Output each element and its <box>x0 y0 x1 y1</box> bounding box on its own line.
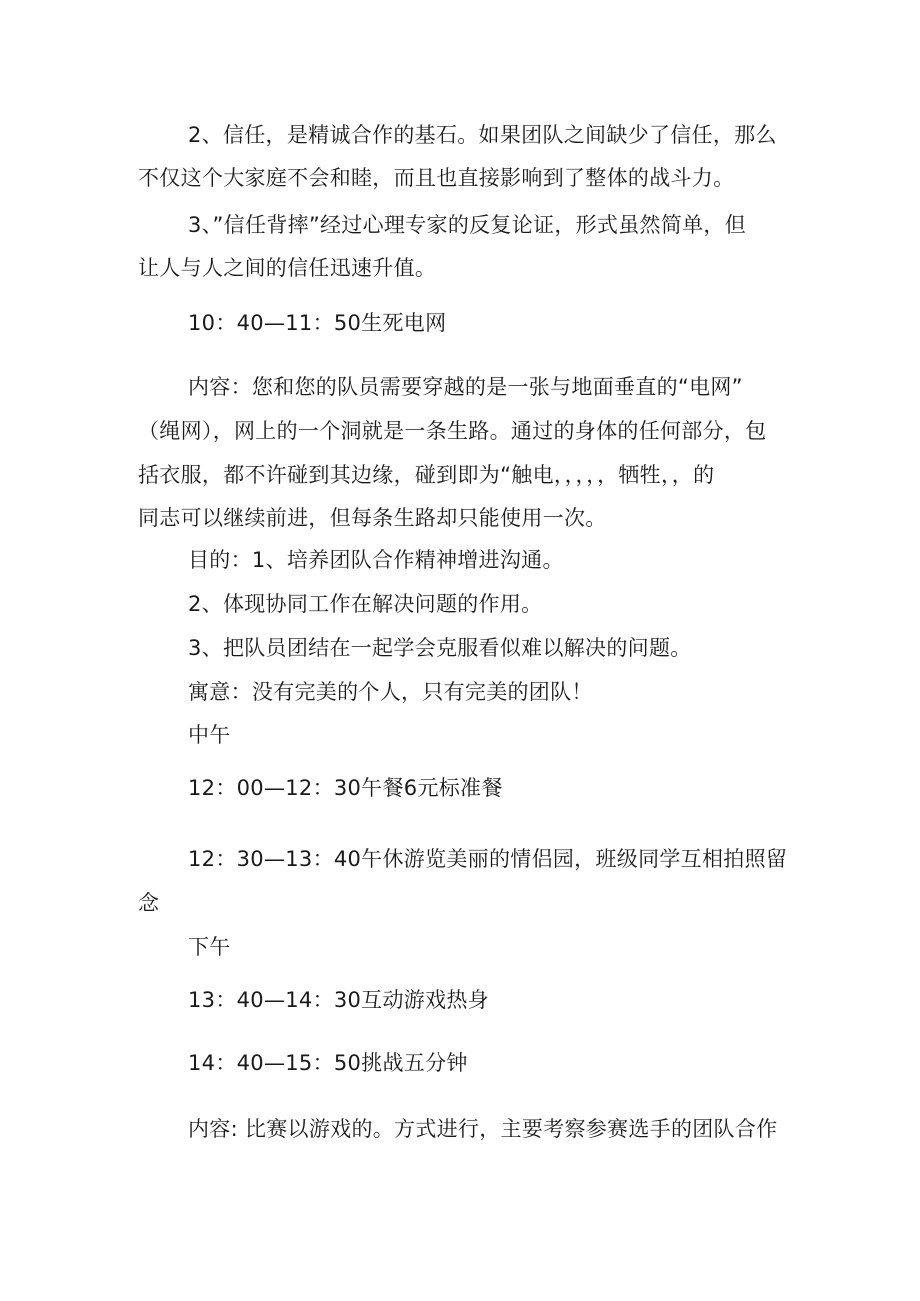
schedule-item-five-minutes: 14：40—15：50挑战五分钟 <box>188 1051 468 1075</box>
paragraph-trust-line-2: 不仅这个大家庭不会和睦，而且也直接影响到了整体的战斗力。 <box>138 166 735 190</box>
paragraph-trust-fall-line-1: 3、”信任背摔”经过心理专家的反复论证，形式虽然简单，但 <box>188 213 747 237</box>
purpose-line-1: 目的：1、培养团队合作精神增进沟通。 <box>188 548 564 572</box>
paragraph-trust-fall-line-2: 让人与人之间的信任迅速升值。 <box>138 256 437 280</box>
purpose-line-2: 2、体现协同工作在解决问题的作用。 <box>188 592 543 616</box>
schedule-item-warmup: 13：40—14：30互动游戏热身 <box>188 988 489 1012</box>
meaning-line: 寓意：没有完美的个人，只有完美的团队！ <box>188 680 593 704</box>
content-electric-net-line-3: 括衣服，都不许碰到其边缘，碰到即为“触电，，，，，牺牲，，的 <box>138 463 715 487</box>
content-five-minutes-line-1: 内容: 比赛以游戏的。方式进行，主要考察参赛选手的团队合作 <box>188 1117 778 1141</box>
section-afternoon: 下午 <box>188 935 231 959</box>
paragraph-trust-line-1: 2、信任，是精诚合作的基石。如果团队之间缺少了信任，那么 <box>188 123 777 147</box>
section-noon: 中午 <box>188 723 231 747</box>
schedule-item-lunch: 12：00—12：30午餐6元标准餐 <box>188 776 503 800</box>
content-electric-net-line-1: 内容：您和您的队员需要穿越的是一张与地面垂直的“电网” <box>188 375 743 399</box>
schedule-item-electric-net: 10：40—11：50生死电网 <box>188 311 447 335</box>
content-electric-net-line-2: （绳网），网上的一个洞就是一条生路。通过的身体的任何部分，包 <box>138 419 767 443</box>
content-electric-net-line-4: 同志可以继续前进，但每条生路却只能使用一次。 <box>138 506 607 530</box>
purpose-line-3: 3、把队员团结在一起学会克服看似难以解决的问题。 <box>188 636 692 660</box>
schedule-item-rest-line-2: 念 <box>138 891 160 915</box>
schedule-item-rest-line-1: 12：30—13：40午休游览美丽的情侣园，班级同学互相拍照留 <box>188 847 788 871</box>
